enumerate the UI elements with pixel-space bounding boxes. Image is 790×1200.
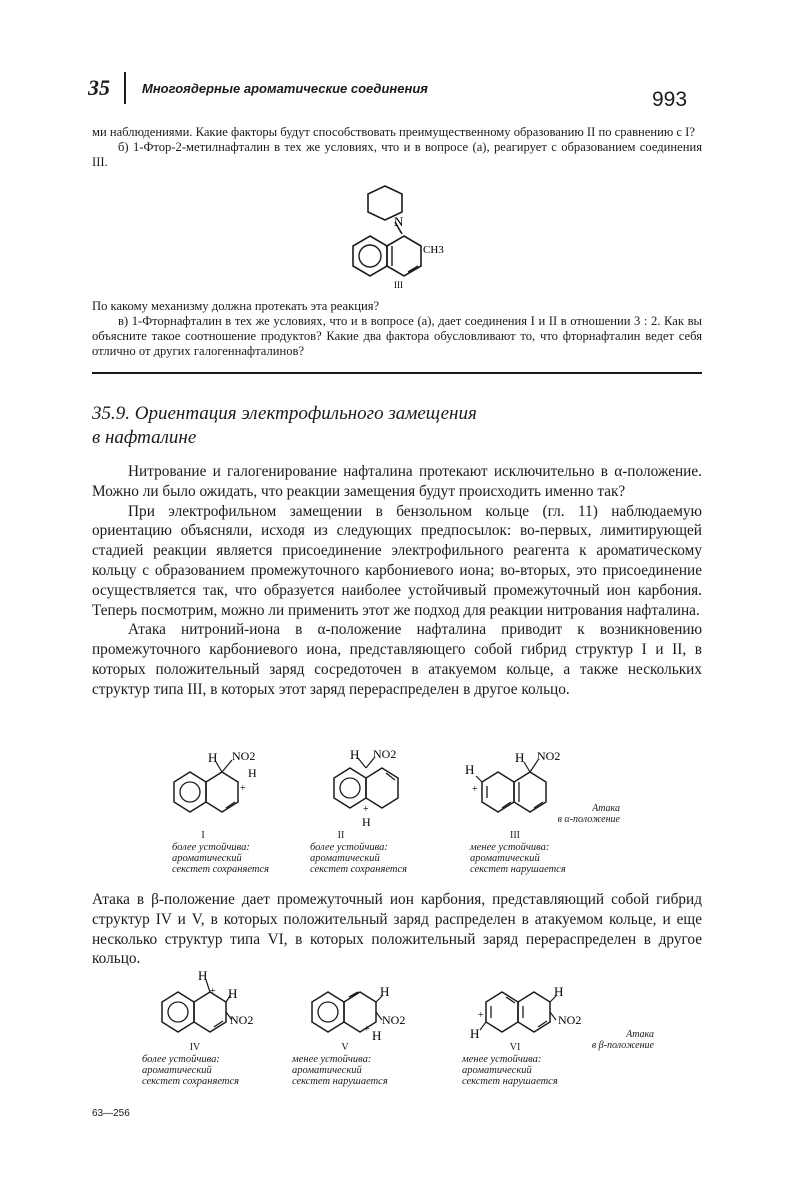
caption-iii: менее устойчива: ароматический секстет нарушается — [470, 842, 566, 875]
svg-text:H: H — [208, 750, 218, 765]
paragraph-4: Атака в β-положение дает промежуточный ион карбония, представляющий собой гибрид структур IV и V, в которых положительный заряд распределен в атакуемом кольце, и еще несколько структур типа VI, в которых положительный заряд перераспределен в другое кольцо. — [92, 891, 702, 968]
section-heading-line2: в нафталине — [92, 427, 197, 448]
mechanism-question: По какому механизму должна протекать эта реакция? — [92, 299, 380, 313]
svg-text:+: + — [363, 804, 369, 815]
svg-text:H: H — [465, 762, 475, 777]
label-ii: II — [337, 830, 345, 841]
naphthalene-ring-left — [353, 236, 387, 276]
structure-label-iii: III — [394, 280, 403, 290]
svg-text:NO2: NO2 — [230, 1013, 254, 1027]
problem-part-b: б) 1-Фтор-2-метилнафталин в тех же условиях, что и в вопросе (а), реагирует с образованием соединения III. — [92, 140, 702, 169]
structure-v — [312, 984, 405, 1043]
label-iii: III — [510, 830, 520, 841]
paragraph-1: Нитрование и галогенирование нафталина протекают исключительно в α-положение. Можно ли было ожидать, что реакции замещения будут происходить именно так? — [92, 463, 702, 500]
label-v: V — [341, 1042, 349, 1053]
svg-text:H: H — [350, 747, 360, 762]
svg-text:H: H — [380, 984, 390, 999]
svg-text:+: + — [472, 784, 478, 795]
svg-text:H: H — [248, 766, 257, 780]
header-divider — [124, 72, 126, 104]
caption-v: менее устойчива: ароматический секстет нарушается — [292, 1054, 388, 1087]
svg-text:H: H — [470, 1026, 480, 1041]
methyl-group: CH3 — [423, 244, 444, 256]
structure-i — [174, 749, 257, 812]
nitrogen-atom: N — [394, 214, 404, 229]
svg-text:+: + — [364, 1024, 370, 1035]
svg-text:H: H — [372, 1028, 382, 1043]
svg-text:H: H — [362, 815, 371, 829]
section-heading — [92, 402, 477, 450]
structure-ii — [334, 747, 398, 829]
caption-ii: более устойчива: ароматический секстет сохраняется — [310, 842, 408, 875]
svg-text:NO2: NO2 — [373, 747, 397, 761]
page-number: 993 — [652, 88, 688, 111]
beta-attack-note: Атака в β-положение — [591, 1029, 654, 1051]
section-body-bottom — [92, 890, 702, 969]
svg-text:H: H — [228, 986, 238, 1001]
caption-vi: менее устойчива: ароматический секстет нарушается — [462, 1054, 558, 1087]
paragraph-3: Атака нитроний-иона в α-положение нафталина приводит к возникновению промежуточного карбониевого иона, представляющего собой гибрид структур I и II, в которых положительный заряд сосредоточен в атакуемом кольце, а также нескольких структур типа III, в которых этот заряд перераспределен в другое кольцо. — [92, 621, 702, 698]
svg-text:+: + — [240, 783, 246, 794]
label-vi: VI — [509, 1042, 521, 1053]
section-body-top — [92, 462, 702, 700]
problem-continuation: ми наблюдениями. Какие факторы будут способствовать преимущественному образованию II по сравнению с I? — [92, 125, 695, 139]
svg-text:H: H — [554, 984, 564, 999]
svg-text:+: + — [478, 1010, 484, 1021]
aromatic-circle — [359, 245, 381, 267]
structure-iv — [162, 968, 253, 1032]
svg-text:NO2: NO2 — [382, 1013, 406, 1027]
caption-i: более устойчива: ароматический секстет сохраняется — [172, 842, 270, 875]
svg-text:NO2: NO2 — [537, 749, 561, 763]
structure-iii-problem — [330, 180, 470, 290]
printer-signature: 63—256 — [92, 1108, 130, 1119]
section-rule — [92, 372, 702, 374]
chapter-number: 35 — [88, 75, 110, 100]
svg-text:NO2: NO2 — [558, 1013, 582, 1027]
problem-part-c: в) 1-Фторнафталин в тех же условиях, что и в вопросе (а), дает соединения I и II в отношении 3 : 2. Как вы объясните такое соотношение продуктов? Какие два фактора обусловливают то, что фторнафталин ведет себя отлично от других галогеннафталинов? — [92, 314, 702, 358]
alpha-structures — [160, 742, 630, 842]
svg-text:H: H — [198, 968, 208, 983]
problem-block-bottom — [92, 299, 702, 359]
label-i: I — [201, 830, 205, 841]
svg-text:NO2: NO2 — [232, 749, 256, 763]
svg-text:+: + — [210, 986, 216, 997]
caption-iv: более устойчива: ароматический секстет сохраняется — [142, 1054, 240, 1087]
section-heading-line1: 35.9. Ориентация электрофильного замещения — [92, 403, 477, 424]
problem-block-top — [92, 125, 702, 170]
chapter-title: Многоядерные ароматические соединения — [142, 81, 428, 96]
paragraph-2: При электрофильном замещении в бензольном кольце (гл. 11) наблюдаемую ориентацию объясняли, исходя из следующих предпосылок: во-первых, лимитирующей стадией реакции является присоединение электрофильного реагента к ароматическому кольцу с образованием промежуточного карбониевого иона; во-вторых, это присоединение осуществляется так, что образуется наиболее устойчивый промежуточный ион карбония. Теперь посмотрим, можно ли применить этот же подход для реакции нитрования нафталина. — [92, 502, 702, 619]
svg-text:H: H — [515, 750, 525, 765]
label-iv: IV — [189, 1042, 201, 1053]
alpha-attack-note: Атака в α-положение — [557, 803, 620, 825]
